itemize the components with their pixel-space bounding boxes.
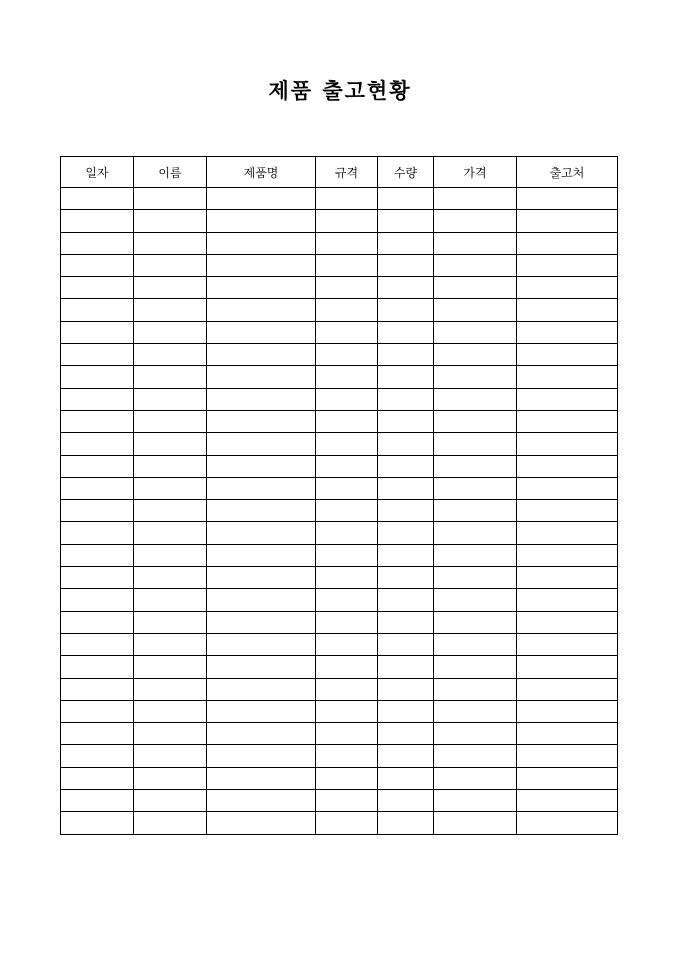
table-cell [316, 388, 378, 410]
table-cell [134, 410, 207, 432]
table-cell [134, 656, 207, 678]
table-cell [517, 767, 618, 789]
table-cell [207, 433, 316, 455]
table-cell [434, 700, 517, 722]
table-cell [207, 500, 316, 522]
table-cell [134, 344, 207, 366]
table-cell [517, 589, 618, 611]
table-cell [434, 812, 517, 834]
table-cell [207, 678, 316, 700]
table-cell [134, 500, 207, 522]
header-date: 일자 [61, 157, 134, 188]
table-cell [517, 567, 618, 589]
table-row [61, 344, 618, 366]
table-cell [517, 277, 618, 299]
table-cell [61, 812, 134, 834]
table-row [61, 210, 618, 232]
table-cell [61, 656, 134, 678]
table-cell [316, 723, 378, 745]
table-cell [134, 633, 207, 655]
table-cell [134, 611, 207, 633]
table-cell [61, 544, 134, 566]
table-cell [378, 700, 434, 722]
table-cell [378, 232, 434, 254]
table-cell [517, 790, 618, 812]
table-cell [517, 500, 618, 522]
table-cell [316, 344, 378, 366]
table-cell [61, 299, 134, 321]
table-cell [207, 344, 316, 366]
table-cell [316, 790, 378, 812]
table-cell [434, 633, 517, 655]
table-cell [378, 790, 434, 812]
table-cell [434, 210, 517, 232]
table-cell [517, 254, 618, 276]
table-cell [434, 277, 517, 299]
table-cell [61, 678, 134, 700]
table-cell [207, 633, 316, 655]
table-cell [434, 232, 517, 254]
table-cell [434, 188, 517, 210]
table-cell [207, 232, 316, 254]
table-cell [434, 678, 517, 700]
table-row [61, 522, 618, 544]
table-row [61, 678, 618, 700]
table-cell [517, 455, 618, 477]
table-cell [517, 232, 618, 254]
table-cell [207, 410, 316, 432]
table-row [61, 611, 618, 633]
table-cell [134, 700, 207, 722]
table-cell [517, 678, 618, 700]
table-cell [316, 589, 378, 611]
table-cell [134, 790, 207, 812]
table-cell [378, 656, 434, 678]
table-row [61, 700, 618, 722]
table-row [61, 410, 618, 432]
table-cell [517, 299, 618, 321]
table-row [61, 589, 618, 611]
table-cell [434, 544, 517, 566]
table-cell [134, 544, 207, 566]
table-cell [517, 723, 618, 745]
table-cell [316, 500, 378, 522]
table-cell [517, 188, 618, 210]
table-cell [378, 321, 434, 343]
table-cell [134, 188, 207, 210]
table-cell [61, 388, 134, 410]
table-row [61, 500, 618, 522]
table-cell [61, 745, 134, 767]
table-cell [61, 500, 134, 522]
table-cell [134, 455, 207, 477]
table-cell [434, 589, 517, 611]
table-cell [61, 210, 134, 232]
table-cell [378, 299, 434, 321]
table-cell [434, 299, 517, 321]
table-cell [61, 477, 134, 499]
table-cell [61, 723, 134, 745]
table-cell [207, 767, 316, 789]
table-cell [434, 790, 517, 812]
table-cell [207, 321, 316, 343]
table-cell [316, 277, 378, 299]
table-cell [378, 210, 434, 232]
table-cell [134, 745, 207, 767]
table-cell [207, 745, 316, 767]
table-cell [134, 812, 207, 834]
table-cell [207, 812, 316, 834]
table-cell [378, 344, 434, 366]
table-cell [61, 589, 134, 611]
table-cell [134, 723, 207, 745]
table-header-row [61, 157, 618, 188]
table-cell [207, 455, 316, 477]
table-cell [207, 611, 316, 633]
table-cell [316, 656, 378, 678]
table-cell [134, 210, 207, 232]
table-cell [378, 410, 434, 432]
table-cell [517, 321, 618, 343]
table-row [61, 366, 618, 388]
table-cell [316, 767, 378, 789]
table-cell [207, 589, 316, 611]
table-cell [207, 790, 316, 812]
table-cell [134, 254, 207, 276]
table-cell [517, 410, 618, 432]
table-cell [434, 344, 517, 366]
table-cell [316, 433, 378, 455]
table-cell [517, 745, 618, 767]
table-cell [61, 522, 134, 544]
table-cell [207, 522, 316, 544]
table-cell [61, 767, 134, 789]
table-cell [517, 210, 618, 232]
header-price: 가격 [434, 157, 517, 188]
table-cell [134, 433, 207, 455]
table-cell [316, 700, 378, 722]
table-cell [316, 611, 378, 633]
table-cell [517, 700, 618, 722]
table-cell [517, 633, 618, 655]
table-row [61, 455, 618, 477]
table-row [61, 767, 618, 789]
table-cell [134, 678, 207, 700]
table-cell [316, 633, 378, 655]
table-cell [378, 767, 434, 789]
table-row [61, 232, 618, 254]
table-row [61, 388, 618, 410]
table-cell [378, 366, 434, 388]
table-cell [434, 723, 517, 745]
table-cell [517, 433, 618, 455]
table-cell [434, 611, 517, 633]
table-cell [378, 433, 434, 455]
table-cell [378, 589, 434, 611]
table-row [61, 745, 618, 767]
table-cell [378, 633, 434, 655]
table-cell [207, 656, 316, 678]
table-cell [378, 500, 434, 522]
shipment-table [60, 156, 618, 835]
table-cell [316, 321, 378, 343]
header-quantity: 수량 [378, 157, 434, 188]
table-cell [378, 522, 434, 544]
table-cell [434, 455, 517, 477]
table-cell [207, 254, 316, 276]
table-cell [434, 656, 517, 678]
table-cell [134, 589, 207, 611]
table-cell [61, 611, 134, 633]
table-cell [378, 723, 434, 745]
table-cell [207, 388, 316, 410]
table-row [61, 723, 618, 745]
table-cell [61, 277, 134, 299]
table-cell [378, 745, 434, 767]
header-spec: 규격 [316, 157, 378, 188]
table-cell [61, 366, 134, 388]
table-cell [61, 633, 134, 655]
table-cell [134, 366, 207, 388]
table-row [61, 656, 618, 678]
table-cell [61, 433, 134, 455]
table-cell [134, 232, 207, 254]
table-cell [61, 188, 134, 210]
table-cell [434, 366, 517, 388]
table-row [61, 544, 618, 566]
table-row [61, 812, 618, 834]
table-cell [316, 522, 378, 544]
table-row [61, 321, 618, 343]
table-cell [434, 410, 517, 432]
table-cell [61, 567, 134, 589]
table-cell [207, 723, 316, 745]
table-cell [378, 678, 434, 700]
table-cell [61, 254, 134, 276]
table-row [61, 277, 618, 299]
table-cell [517, 812, 618, 834]
table-cell [316, 455, 378, 477]
header-name: 이름 [134, 157, 207, 188]
table-cell [207, 366, 316, 388]
table-row [61, 433, 618, 455]
table-cell [207, 700, 316, 722]
table-cell [316, 254, 378, 276]
table-cell [378, 388, 434, 410]
table-body [61, 188, 618, 835]
table-cell [207, 210, 316, 232]
table-cell [61, 700, 134, 722]
table-row [61, 299, 618, 321]
table-cell [207, 544, 316, 566]
table-cell [134, 477, 207, 499]
table-cell [517, 366, 618, 388]
table-cell [61, 321, 134, 343]
table-cell [378, 254, 434, 276]
table-cell [378, 611, 434, 633]
table-row [61, 254, 618, 276]
table-cell [378, 477, 434, 499]
table-cell [434, 433, 517, 455]
table-cell [378, 544, 434, 566]
table-cell [378, 188, 434, 210]
table-cell [134, 321, 207, 343]
table-cell [134, 767, 207, 789]
table-cell [517, 544, 618, 566]
table-cell [434, 254, 517, 276]
table-cell [316, 299, 378, 321]
table-cell [378, 455, 434, 477]
document-title: 제품 출고현황 [268, 78, 412, 103]
table-cell [207, 567, 316, 589]
table-cell [517, 522, 618, 544]
table-row [61, 567, 618, 589]
table-cell [316, 745, 378, 767]
table-cell [434, 477, 517, 499]
table-cell [378, 567, 434, 589]
table-cell [434, 522, 517, 544]
table-cell [434, 767, 517, 789]
table-cell [316, 477, 378, 499]
table-cell [61, 790, 134, 812]
table-cell [434, 321, 517, 343]
table-cell [316, 366, 378, 388]
table-cell [517, 344, 618, 366]
table-cell [517, 477, 618, 499]
table-row [61, 477, 618, 499]
table-cell [434, 567, 517, 589]
table-cell [316, 232, 378, 254]
table-cell [434, 388, 517, 410]
table-cell [316, 678, 378, 700]
header-destination: 출고처 [517, 157, 618, 188]
table-cell [316, 812, 378, 834]
table-cell [207, 299, 316, 321]
table-cell [316, 188, 378, 210]
table-cell [378, 277, 434, 299]
table-cell [316, 544, 378, 566]
table-row [61, 633, 618, 655]
table-cell [517, 611, 618, 633]
table-cell [378, 812, 434, 834]
table-cell [316, 410, 378, 432]
header-product-name: 제품명 [207, 157, 316, 188]
table-cell [207, 277, 316, 299]
table-row [61, 188, 618, 210]
table-cell [517, 388, 618, 410]
table-row [61, 790, 618, 812]
table-cell [134, 277, 207, 299]
table-cell [134, 299, 207, 321]
table-cell [434, 500, 517, 522]
table-cell [61, 455, 134, 477]
table-cell [61, 232, 134, 254]
table-cell [207, 477, 316, 499]
table-cell [434, 745, 517, 767]
table-cell [207, 188, 316, 210]
table-cell [134, 388, 207, 410]
table-cell [134, 567, 207, 589]
table-cell [316, 210, 378, 232]
table-cell [61, 410, 134, 432]
table-cell [316, 567, 378, 589]
table-cell [61, 344, 134, 366]
table-cell [134, 522, 207, 544]
table-cell [517, 656, 618, 678]
